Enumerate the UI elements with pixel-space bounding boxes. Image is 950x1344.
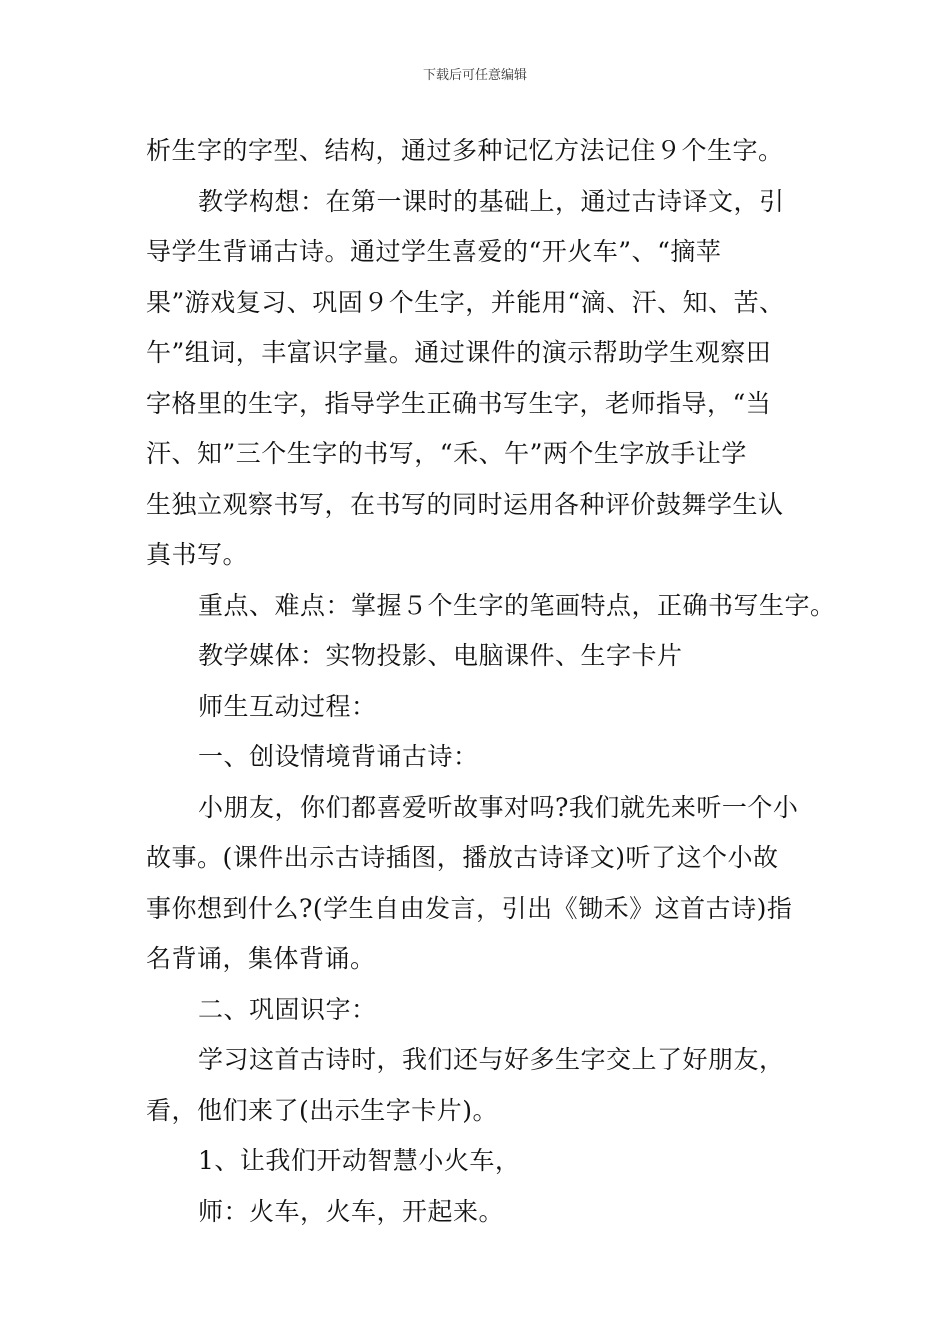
text-line: 1、让我们开动智慧小火车，	[198, 1146, 521, 1175]
text-line: 故事。(课件出示古诗插图，播放古诗译文)听了这个小故	[146, 843, 779, 872]
text-line: 事你想到什么?(学生自由发言，引出《锄禾》这首古诗)指	[146, 893, 793, 923]
text-line: 看，他们来了(出示生字卡片)。	[146, 1095, 499, 1125]
text-line: 字格里的生字，指导学生正确书写生字，老师指导，“当	[146, 388, 772, 418]
text-line: 果”游戏复习、巩固９个生字，并能用“滴、汗、知、苦、	[146, 287, 785, 317]
text-line: 学习这首古诗时，我们还与好多生字交上了好朋友，	[198, 1045, 785, 1074]
page-header: 下载后可任意编辑	[422, 68, 527, 83]
section-heading: 二、巩固识字：	[198, 994, 377, 1024]
text-line: 名背诵，集体背诵。	[146, 944, 376, 973]
section-heading: 一、创设情境背诵古诗：	[198, 742, 479, 771]
document-body	[146, 126, 836, 1237]
text-line: 导学生背诵古诗。通过学生喜爱的“开火车”、“摘苹	[146, 237, 722, 266]
text-line: 教学媒体：实物投影、电脑课件、生字卡片	[198, 641, 683, 670]
text-line: 重点、难点：掌握５个生字的笔画特点，正确书写生字。	[198, 590, 836, 620]
text-line: 析生字的字型、结构，通过多种记忆方法记住９个生字。	[146, 136, 784, 165]
text-line: 真书写。	[146, 540, 249, 569]
text-line: 小朋友，你们都喜爱听故事对吗?我们就先来听一个小	[198, 792, 799, 822]
text-line: 午”组词，丰富识字量。通过课件的演示帮助学生观察田	[146, 338, 772, 367]
section-heading: 师生互动过程：	[198, 691, 377, 721]
text-line: 生独立观察书写，在书写的同时运用各种评价鼓舞学生认	[146, 489, 784, 519]
text-line: 师：火车，火车，开起来。	[198, 1196, 505, 1226]
text-line: 教学构想：在第一课时的基础上，通过古诗译文，引	[198, 186, 785, 216]
text-line: 汗、知”三个生字的书写，“禾、午”两个生字放手让学	[146, 439, 747, 468]
